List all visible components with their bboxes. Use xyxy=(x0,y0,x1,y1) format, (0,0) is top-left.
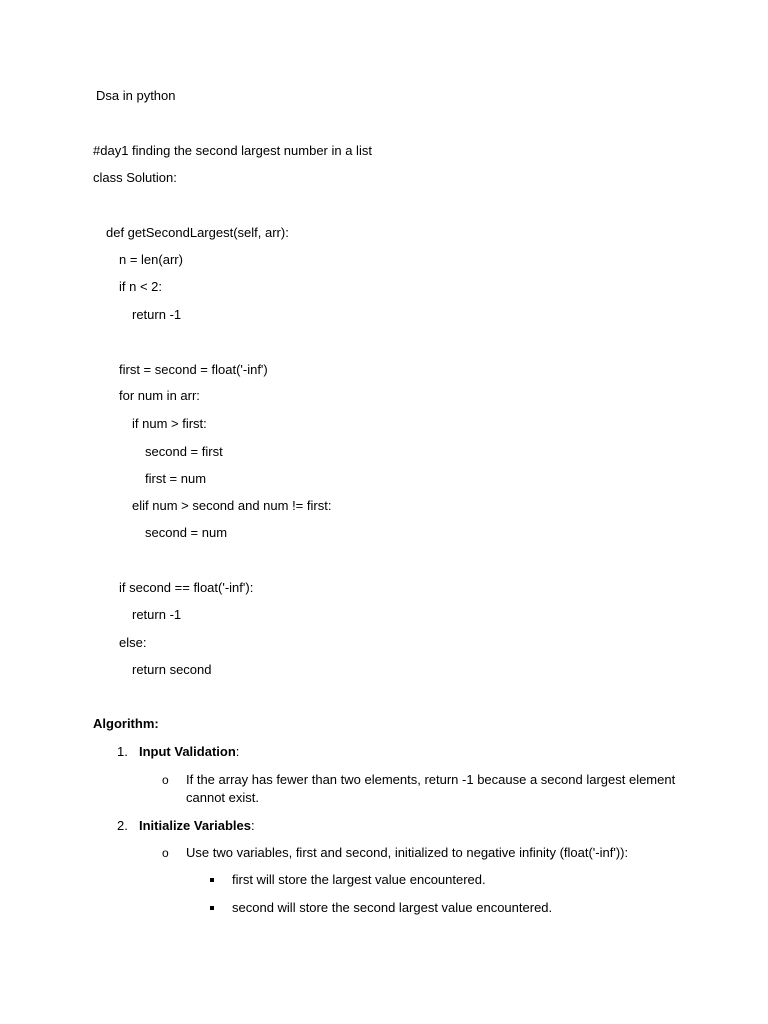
hollow-bullet-icon: o xyxy=(162,846,169,860)
step-number: 2. xyxy=(117,818,128,833)
code-line: for num in arr: xyxy=(119,388,200,403)
code-line: return -1 xyxy=(132,307,182,322)
code-line: if n < 2: xyxy=(119,279,162,294)
document-title: Dsa in python xyxy=(96,88,176,103)
code-line: class Solution: xyxy=(93,170,177,185)
algorithm-heading: Algorithm: xyxy=(93,716,159,731)
code-line: n = len(arr) xyxy=(119,252,183,267)
step-title: Initialize Variables xyxy=(139,818,251,833)
hollow-bullet-icon: o xyxy=(162,773,169,787)
code-line: first = num xyxy=(145,471,207,486)
code-line: def getSecondLargest(self, arr): xyxy=(106,225,289,240)
code-line: if second == float('-inf'): xyxy=(119,580,254,595)
square-bullet-icon xyxy=(210,906,214,910)
step-detail: Use two variables, first and second, initialized to negative infinity (float('-inf')): xyxy=(186,845,629,860)
step-detail: If the array has fewer than two elements, return -1 because a second largest element cannot exist. xyxy=(186,772,676,805)
code-line: return -1 xyxy=(132,607,182,622)
step-heading xyxy=(139,743,239,761)
step-number: 1. xyxy=(117,744,128,759)
step-title-suffix: : xyxy=(251,818,255,833)
step-title: Input Validation xyxy=(139,744,236,759)
code-line: #day1 finding the second largest number in a list xyxy=(93,143,372,158)
square-bullet-icon xyxy=(210,878,214,882)
step-title-suffix: : xyxy=(235,744,240,759)
code-line: if num > first: xyxy=(132,416,207,431)
code-line: elif num > second and num != first: xyxy=(132,498,332,513)
code-line: second = num xyxy=(145,525,228,540)
list-item: first will store the largest value encountered. xyxy=(232,872,486,887)
list-item: second will store the second largest value encountered. xyxy=(232,900,553,915)
step-heading xyxy=(139,817,255,835)
code-line: second = first xyxy=(145,444,223,459)
code-line: else: xyxy=(119,635,147,650)
code-line: first = second = float('-inf') xyxy=(119,362,268,377)
code-line: return second xyxy=(132,662,212,677)
